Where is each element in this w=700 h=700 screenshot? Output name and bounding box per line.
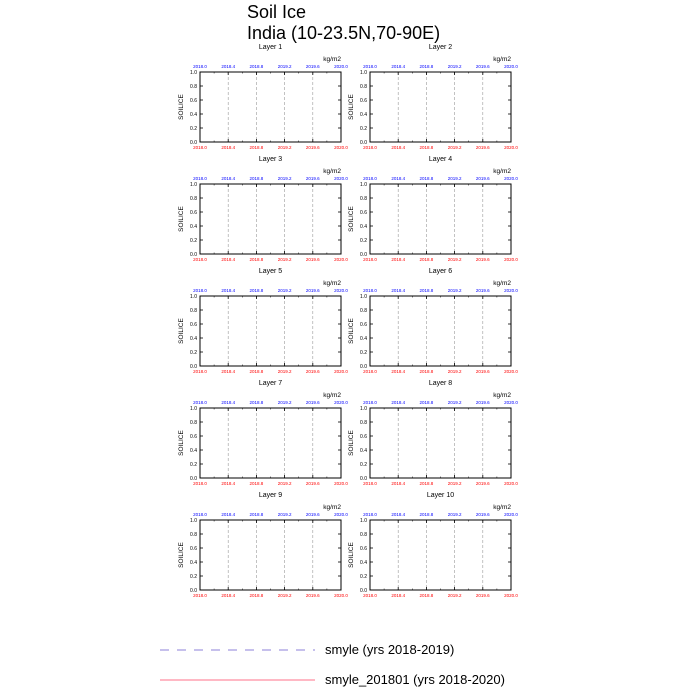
y-axis-label: SOILICE <box>348 430 355 456</box>
x-tick-label-top: 2018.0 <box>363 512 377 517</box>
x-tick-label-bottom: 2019.6 <box>475 481 490 486</box>
panel-layer-3 <box>178 156 348 262</box>
x-tick-label-top: 2019.2 <box>277 176 292 181</box>
y-tick-label: 0.6 <box>360 433 367 440</box>
x-tick-label-bottom: 2018.0 <box>363 593 377 598</box>
y-tick-label: 0.2 <box>190 461 197 468</box>
y-tick-label: 0.2 <box>360 461 367 468</box>
y-tick-label: 0.8 <box>360 307 367 314</box>
panel-title: Layer 4 <box>428 156 453 163</box>
plot-frame <box>370 184 511 254</box>
x-tick-label-top: 2018.4 <box>391 400 406 405</box>
y-axis-label: SOILICE <box>178 542 185 568</box>
x-tick-label-bottom: 2018.8 <box>249 369 264 374</box>
y-axis-label: SOILICE <box>348 542 355 568</box>
y-tick-label: 0.6 <box>190 97 197 104</box>
panel-title: Layer 2 <box>428 44 453 51</box>
plot-frame <box>370 408 511 478</box>
y-tick-label: 0.6 <box>190 433 197 440</box>
x-tick-label-top: 2018.0 <box>193 176 207 181</box>
x-tick-label-top: 2018.4 <box>221 288 236 293</box>
x-tick-label-top: 2019.6 <box>475 400 490 405</box>
x-tick-label-bottom: 2018.4 <box>221 593 236 598</box>
x-tick-label-bottom: 2018.0 <box>363 369 377 374</box>
y-tick-label: 0.6 <box>190 321 197 328</box>
x-tick-label-bottom: 2019.2 <box>277 145 292 150</box>
y-axis-label: SOILICE <box>348 206 355 232</box>
y-tick-label: 1.0 <box>360 293 367 300</box>
x-tick-label-bottom: 2019.2 <box>277 593 292 598</box>
panel-layer-9 <box>178 492 348 598</box>
panel-title: Layer 8 <box>428 380 453 387</box>
x-tick-label-bottom: 2018.4 <box>221 481 236 486</box>
plot-frame <box>200 72 341 142</box>
x-tick-label-top: 2020.0 <box>504 288 518 293</box>
y-tick-label: 0.8 <box>190 419 197 426</box>
x-tick-label-bottom: 2018.8 <box>419 481 434 486</box>
x-tick-label-top: 2019.6 <box>475 176 490 181</box>
x-tick-label-top: 2020.0 <box>334 176 348 181</box>
y-tick-label: 0.2 <box>360 237 367 244</box>
y-tick-label: 1.0 <box>360 405 367 412</box>
y-tick-label: 0.4 <box>190 111 197 118</box>
y-tick-label: 0.2 <box>190 237 197 244</box>
panel-title: Layer 9 <box>258 492 283 499</box>
x-tick-label-top: 2020.0 <box>504 176 518 181</box>
x-tick-label-bottom: 2019.2 <box>447 145 462 150</box>
x-tick-label-bottom: 2018.4 <box>391 145 406 150</box>
panel-layer-7 <box>178 380 348 486</box>
x-tick-label-bottom: 2019.6 <box>475 369 490 374</box>
x-tick-label-bottom: 2018.0 <box>193 481 207 486</box>
x-tick-label-bottom: 2019.6 <box>305 481 320 486</box>
x-tick-label-bottom: 2018.0 <box>363 481 377 486</box>
plot-frame <box>200 184 341 254</box>
y-tick-label: 0.2 <box>360 125 367 132</box>
y-tick-label: 0.4 <box>360 559 367 566</box>
x-tick-label-top: 2020.0 <box>334 64 348 69</box>
y-tick-label: 0.2 <box>360 573 367 580</box>
x-tick-label-bottom: 2018.4 <box>221 369 236 374</box>
plot-frame <box>370 296 511 366</box>
units-label: kg/m2 <box>493 280 511 287</box>
x-tick-label-bottom: 2020.0 <box>504 369 518 374</box>
y-tick-label: 0.0 <box>360 251 367 258</box>
x-tick-label-bottom: 2019.2 <box>277 369 292 374</box>
units-label: kg/m2 <box>323 56 341 63</box>
figure-title-line2: India (10-23.5N,70-90E) <box>247 23 441 43</box>
x-tick-label-bottom: 2018.4 <box>221 145 236 150</box>
y-tick-label: 0.6 <box>360 209 367 216</box>
y-tick-label: 1.0 <box>190 181 197 188</box>
x-tick-label-bottom: 2018.0 <box>193 257 207 262</box>
x-tick-label-top: 2019.6 <box>475 512 490 517</box>
y-tick-label: 1.0 <box>190 517 197 524</box>
y-axis-label: SOILICE <box>178 206 185 232</box>
units-label: kg/m2 <box>323 168 341 175</box>
x-tick-label-bottom: 2020.0 <box>504 145 518 150</box>
x-tick-label-bottom: 2019.2 <box>447 593 462 598</box>
y-tick-label: 0.0 <box>190 363 197 370</box>
units-label: kg/m2 <box>323 504 341 511</box>
x-tick-label-top: 2019.2 <box>277 400 292 405</box>
x-tick-label-top: 2020.0 <box>334 512 348 517</box>
x-tick-label-bottom: 2019.2 <box>277 257 292 262</box>
x-tick-label-top: 2018.8 <box>419 400 434 405</box>
x-tick-label-top: 2018.0 <box>193 64 207 69</box>
panel-title: Layer 1 <box>258 44 283 51</box>
x-tick-label-top: 2018.8 <box>419 176 434 181</box>
panel-title: Layer 10 <box>426 492 455 499</box>
x-tick-label-bottom: 2018.4 <box>391 481 406 486</box>
panel-layer-4 <box>348 156 518 262</box>
y-tick-label: 0.0 <box>360 139 367 146</box>
panel-layer-5 <box>178 268 348 374</box>
panel-title: Layer 7 <box>258 380 283 387</box>
panels <box>178 44 518 598</box>
x-tick-label-bottom: 2018.4 <box>391 369 406 374</box>
x-tick-label-bottom: 2019.6 <box>305 257 320 262</box>
x-tick-label-top: 2020.0 <box>504 400 518 405</box>
y-tick-label: 0.4 <box>360 447 367 454</box>
y-tick-label: 1.0 <box>360 181 367 188</box>
x-tick-label-bottom: 2019.2 <box>447 257 462 262</box>
x-tick-label-top: 2020.0 <box>504 64 518 69</box>
x-tick-label-top: 2018.4 <box>221 512 236 517</box>
y-tick-label: 1.0 <box>190 69 197 76</box>
y-axis-label: SOILICE <box>178 318 185 344</box>
y-tick-label: 0.4 <box>190 223 197 230</box>
x-tick-label-top: 2018.0 <box>363 288 377 293</box>
x-tick-label-top: 2018.4 <box>221 400 236 405</box>
x-tick-label-bottom: 2020.0 <box>334 257 348 262</box>
x-tick-label-bottom: 2018.8 <box>419 257 434 262</box>
panel-layer-10 <box>348 492 518 598</box>
y-tick-label: 0.0 <box>190 587 197 594</box>
panel-layer-2 <box>348 44 518 150</box>
x-tick-label-bottom: 2018.0 <box>193 593 207 598</box>
x-tick-label-top: 2020.0 <box>334 288 348 293</box>
plot-frame <box>370 72 511 142</box>
y-tick-label: 0.4 <box>360 223 367 230</box>
x-tick-label-bottom: 2018.8 <box>249 593 264 598</box>
x-tick-label-top: 2018.8 <box>419 288 434 293</box>
y-tick-label: 0.0 <box>360 587 367 594</box>
y-tick-label: 0.0 <box>360 363 367 370</box>
x-tick-label-top: 2018.4 <box>391 64 406 69</box>
y-tick-label: 1.0 <box>360 69 367 76</box>
x-tick-label-top: 2018.0 <box>193 512 207 517</box>
x-tick-label-top: 2018.0 <box>363 400 377 405</box>
x-tick-label-bottom: 2018.8 <box>419 369 434 374</box>
x-tick-label-top: 2020.0 <box>504 512 518 517</box>
y-tick-label: 0.4 <box>190 559 197 566</box>
y-tick-label: 1.0 <box>360 517 367 524</box>
x-tick-label-bottom: 2020.0 <box>504 593 518 598</box>
units-label: kg/m2 <box>323 392 341 399</box>
x-tick-label-top: 2018.0 <box>193 400 207 405</box>
y-axis-label: SOILICE <box>178 430 185 456</box>
x-tick-label-top: 2019.2 <box>447 400 462 405</box>
units-label: kg/m2 <box>493 56 511 63</box>
plot-frame <box>200 296 341 366</box>
panel-layer-6 <box>348 268 518 374</box>
x-tick-label-bottom: 2019.2 <box>447 369 462 374</box>
legend-label-1: smyle (yrs 2018-2019) <box>325 642 455 657</box>
x-tick-label-bottom: 2019.6 <box>305 593 320 598</box>
x-tick-label-top: 2018.8 <box>249 400 264 405</box>
x-tick-label-bottom: 2020.0 <box>334 145 348 150</box>
panel-title: Layer 6 <box>428 268 453 275</box>
x-tick-label-top: 2018.8 <box>249 176 264 181</box>
panel-layer-1 <box>178 44 348 150</box>
y-tick-label: 0.6 <box>190 209 197 216</box>
y-tick-label: 0.8 <box>190 195 197 202</box>
y-tick-label: 0.0 <box>190 139 197 146</box>
x-tick-label-top: 2018.4 <box>391 176 406 181</box>
x-tick-label-top: 2020.0 <box>334 400 348 405</box>
y-tick-label: 0.0 <box>190 475 197 482</box>
x-tick-label-top: 2018.8 <box>249 64 264 69</box>
y-axis-label: SOILICE <box>348 318 355 344</box>
legend-label-2: smyle_201801 (yrs 2018-2020) <box>325 672 505 687</box>
x-tick-label-bottom: 2018.8 <box>419 145 434 150</box>
x-tick-label-top: 2019.6 <box>305 64 320 69</box>
x-tick-label-bottom: 2020.0 <box>334 593 348 598</box>
x-tick-label-top: 2018.8 <box>419 512 434 517</box>
y-axis-label: SOILICE <box>178 94 185 120</box>
x-tick-label-top: 2019.2 <box>447 512 462 517</box>
x-tick-label-bottom: 2020.0 <box>334 481 348 486</box>
x-tick-label-bottom: 2019.2 <box>277 481 292 486</box>
y-tick-label: 0.8 <box>360 83 367 90</box>
panel-layer-8 <box>348 380 518 486</box>
x-tick-label-bottom: 2019.6 <box>475 257 490 262</box>
x-tick-label-top: 2018.4 <box>221 64 236 69</box>
legend <box>160 642 505 687</box>
y-tick-label: 0.8 <box>190 83 197 90</box>
x-tick-label-bottom: 2018.0 <box>193 369 207 374</box>
x-tick-label-bottom: 2018.4 <box>391 257 406 262</box>
x-tick-label-top: 2019.6 <box>305 400 320 405</box>
x-tick-label-bottom: 2018.8 <box>249 257 264 262</box>
x-tick-label-bottom: 2018.4 <box>391 593 406 598</box>
x-tick-label-bottom: 2018.8 <box>249 145 264 150</box>
units-label: kg/m2 <box>323 280 341 287</box>
x-tick-label-top: 2019.6 <box>475 64 490 69</box>
y-tick-label: 1.0 <box>190 293 197 300</box>
y-tick-label: 0.0 <box>190 251 197 258</box>
x-tick-label-top: 2019.2 <box>277 512 292 517</box>
x-tick-label-bottom: 2019.6 <box>305 369 320 374</box>
y-tick-label: 0.8 <box>360 195 367 202</box>
panel-title: Layer 3 <box>258 156 283 163</box>
x-tick-label-bottom: 2018.0 <box>193 145 207 150</box>
x-tick-label-bottom: 2020.0 <box>334 369 348 374</box>
x-tick-label-top: 2018.4 <box>391 288 406 293</box>
x-tick-label-bottom: 2019.6 <box>475 593 490 598</box>
y-tick-label: 0.2 <box>360 349 367 356</box>
y-tick-label: 0.2 <box>190 349 197 356</box>
y-tick-label: 0.6 <box>360 545 367 552</box>
x-tick-label-top: 2018.8 <box>249 288 264 293</box>
x-tick-label-top: 2018.8 <box>419 64 434 69</box>
y-tick-label: 0.8 <box>360 531 367 538</box>
panel-title: Layer 5 <box>258 268 283 275</box>
y-tick-label: 0.8 <box>360 419 367 426</box>
x-tick-label-top: 2018.0 <box>363 176 377 181</box>
units-label: kg/m2 <box>493 168 511 175</box>
x-tick-label-top: 2019.2 <box>447 64 462 69</box>
y-tick-label: 0.4 <box>360 335 367 342</box>
units-label: kg/m2 <box>493 504 511 511</box>
y-tick-label: 0.8 <box>190 531 197 538</box>
plot-frame <box>370 520 511 590</box>
x-tick-label-bottom: 2019.6 <box>475 145 490 150</box>
x-tick-label-bottom: 2018.0 <box>363 145 377 150</box>
x-tick-label-top: 2018.8 <box>249 512 264 517</box>
x-tick-label-bottom: 2018.0 <box>363 257 377 262</box>
x-tick-label-bottom: 2020.0 <box>504 257 518 262</box>
y-tick-label: 0.4 <box>190 447 197 454</box>
x-tick-label-top: 2018.4 <box>221 176 236 181</box>
x-tick-label-top: 2019.2 <box>277 288 292 293</box>
figure-title-line1: Soil Ice <box>247 2 307 22</box>
y-tick-label: 0.4 <box>190 335 197 342</box>
x-tick-label-top: 2019.6 <box>305 512 320 517</box>
y-tick-label: 0.4 <box>360 111 367 118</box>
x-tick-label-bottom: 2020.0 <box>504 481 518 486</box>
y-tick-label: 0.8 <box>190 307 197 314</box>
x-tick-label-bottom: 2019.6 <box>305 145 320 150</box>
x-tick-label-top: 2018.4 <box>391 512 406 517</box>
x-tick-label-top: 2019.2 <box>447 176 462 181</box>
x-tick-label-bottom: 2018.4 <box>221 257 236 262</box>
x-tick-label-top: 2019.2 <box>277 64 292 69</box>
y-tick-label: 0.0 <box>360 475 367 482</box>
y-tick-label: 0.6 <box>190 545 197 552</box>
x-tick-label-top: 2018.0 <box>363 64 377 69</box>
plot-frame <box>200 408 341 478</box>
y-tick-label: 0.6 <box>360 321 367 328</box>
x-tick-label-bottom: 2018.8 <box>249 481 264 486</box>
x-tick-label-bottom: 2018.8 <box>419 593 434 598</box>
x-tick-label-top: 2019.6 <box>305 288 320 293</box>
y-tick-label: 0.2 <box>190 573 197 580</box>
plot-frame <box>200 520 341 590</box>
x-tick-label-top: 2018.0 <box>193 288 207 293</box>
x-tick-label-bottom: 2019.2 <box>447 481 462 486</box>
y-tick-label: 0.6 <box>360 97 367 104</box>
x-tick-label-top: 2019.2 <box>447 288 462 293</box>
y-tick-label: 1.0 <box>190 405 197 412</box>
x-tick-label-top: 2019.6 <box>305 176 320 181</box>
x-tick-label-top: 2019.6 <box>475 288 490 293</box>
y-axis-label: SOILICE <box>348 94 355 120</box>
y-tick-label: 0.2 <box>190 125 197 132</box>
units-label: kg/m2 <box>493 392 511 399</box>
